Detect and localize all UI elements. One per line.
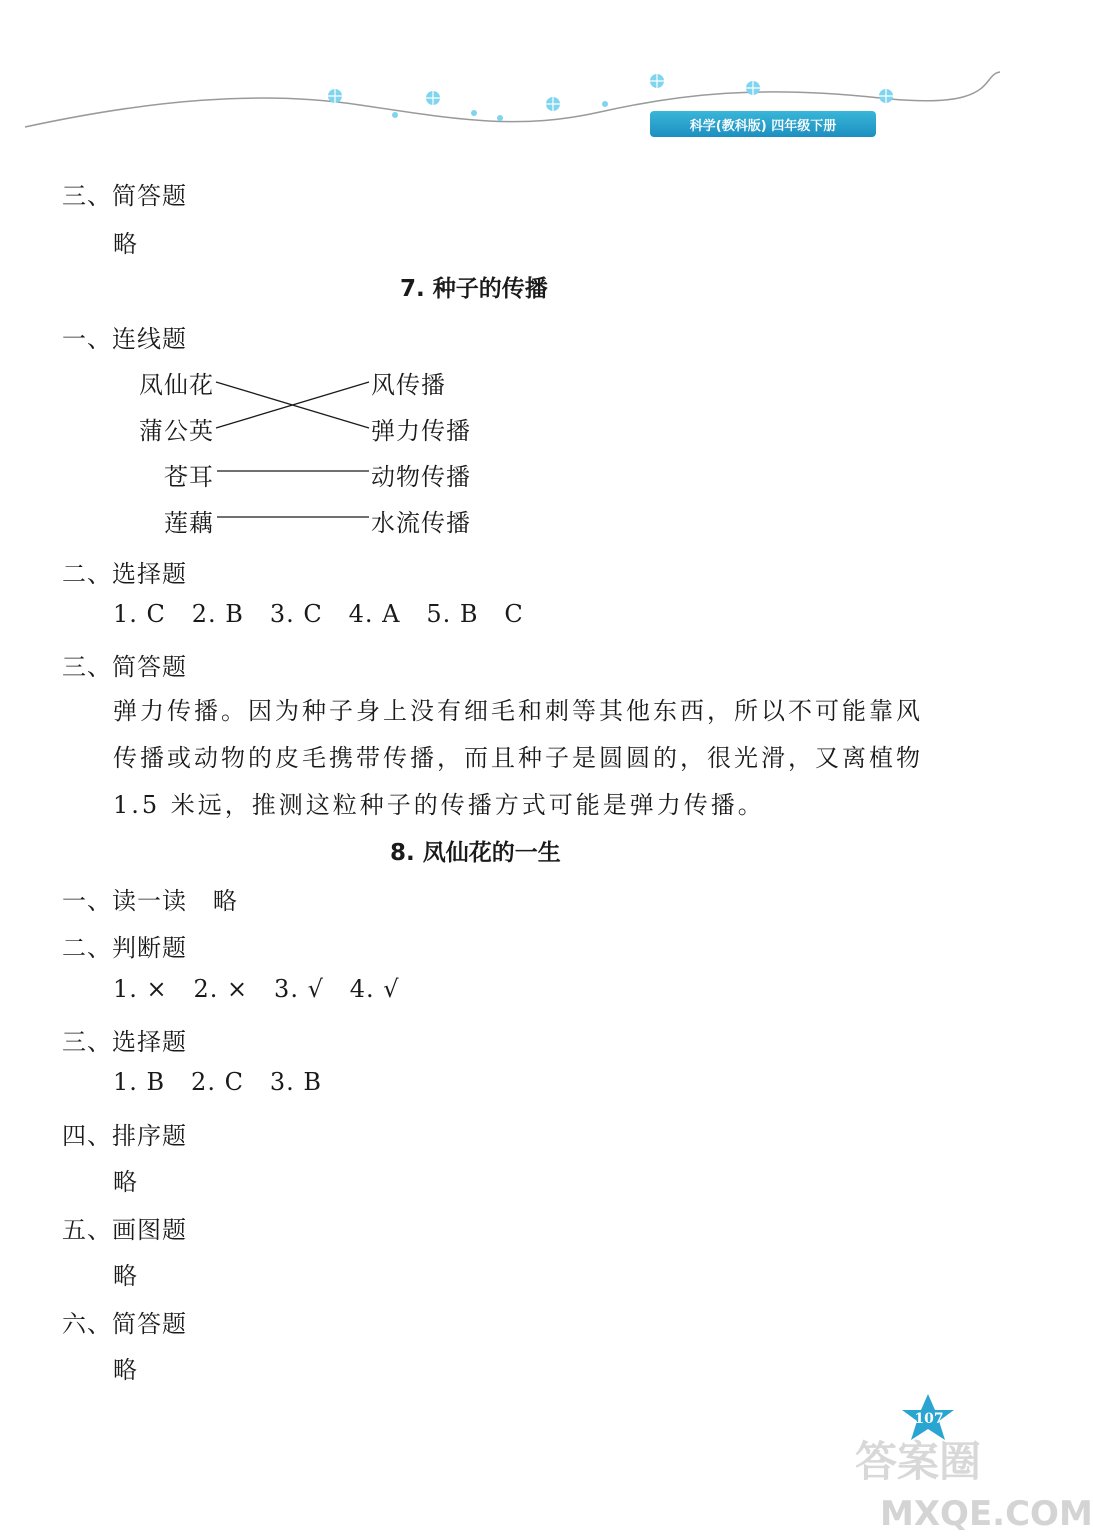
answer-text: 略 — [113, 1262, 138, 1290]
match-left-item: 凤仙花 — [139, 371, 214, 399]
section-heading: 三、选择题 — [62, 1028, 187, 1056]
match-left-item: 莲藕 — [164, 509, 214, 537]
answer-text: 1. C 2. B 3. C 4. A 5. B C — [113, 600, 524, 628]
match-right-item: 弹力传播 — [371, 417, 471, 445]
match-left-item: 苍耳 — [164, 463, 214, 491]
section-heading: 一、读一读 略 — [62, 887, 238, 915]
watermark-url: MXQE.COM — [880, 1494, 1093, 1534]
watermark: 答案圈 — [855, 1437, 982, 1486]
section-heading: 三、简答题 — [62, 653, 187, 681]
answer-text: 略 — [113, 1356, 138, 1384]
answer-text: 1. B 2. C 3. B — [113, 1068, 322, 1096]
paragraph-line: 弹力传播。因为种子身上没有细毛和刺等其他东西，所以不可能靠风 — [113, 697, 923, 725]
page-number: 107 — [914, 1411, 944, 1427]
chapter-title: 8. 凤仙花的一生 — [390, 840, 561, 866]
section-heading: 二、判断题 — [62, 934, 187, 962]
paragraph-line: 1.5 米远，推测这粒种子的传播方式可能是弹力传播。 — [113, 791, 765, 819]
paragraph-line: 传播或动物的皮毛携带传播，而且种子是圆圆的，很光滑，又离植物 — [113, 744, 923, 772]
section-heading: 三、简答题 — [62, 182, 187, 210]
section-heading: 四、排序题 — [62, 1122, 187, 1150]
match-right-item: 风传播 — [371, 371, 446, 399]
section-heading: 六、简答题 — [62, 1310, 187, 1338]
match-left-item: 蒲公英 — [139, 417, 214, 445]
match-right-item: 水流传播 — [371, 509, 471, 537]
section-heading: 五、画图题 — [62, 1216, 187, 1244]
matching-lines — [0, 0, 1033, 560]
header-badge: 科学(教科版) 四年级下册 — [650, 111, 876, 137]
answer-text: 略 — [113, 1168, 138, 1196]
section-heading: 一、连线题 — [62, 325, 187, 353]
answer-text: 1. × 2. × 3. √ 4. √ — [113, 975, 400, 1003]
answer-text: 略 — [113, 230, 138, 258]
chapter-title: 7. 种子的传播 — [400, 276, 548, 302]
match-right-item: 动物传播 — [371, 463, 471, 491]
section-heading: 二、选择题 — [62, 560, 187, 588]
